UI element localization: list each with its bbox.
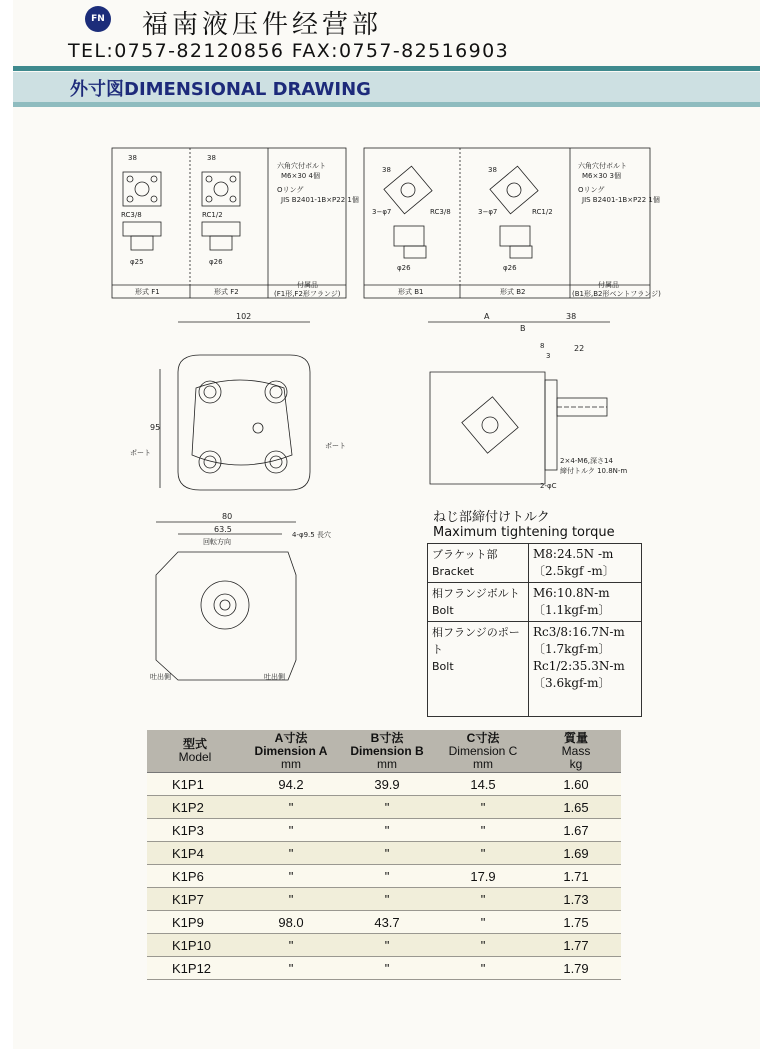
col-jp: 型式	[182, 737, 207, 751]
col-mass	[531, 730, 621, 773]
dim-c: 2-φC	[540, 482, 557, 490]
cell-model: K1P3	[147, 819, 243, 842]
torque-value: M8:24.5N -m	[533, 547, 614, 561]
torque-label-en: Bracket	[432, 565, 474, 578]
dim-63-5: 63.5	[214, 525, 232, 534]
torque-label-jp: 相フランジボルト	[432, 587, 520, 600]
torque-table	[427, 543, 642, 717]
outlet-left: 吐出側	[150, 673, 171, 681]
cell-dim-c: 17.9	[435, 865, 531, 888]
dim-3phi7-b2: 3−φ7	[478, 208, 498, 216]
contact-line: TEL:0757-82120856 FAX:0757-82516903	[68, 40, 510, 62]
dim-phi26: φ26	[209, 258, 223, 266]
bolt-note-f: 六角穴付ボルト	[277, 162, 326, 170]
col-dim-b	[339, 730, 435, 773]
acc-b-sub: (B1形,B2形ベントフランジ)	[572, 290, 661, 298]
dim-38-f1: 38	[128, 154, 137, 162]
torque-value: Rc3/8:16.7N-m	[533, 625, 625, 639]
dim-phi26-b1: φ26	[397, 264, 411, 272]
note-torque: 締付トルク 10.8N-m	[560, 467, 628, 475]
torque-caption-en: Maximum tightening torque	[433, 525, 615, 540]
oring-note-f: Oリング	[277, 186, 304, 194]
dim-b: B	[520, 324, 526, 333]
torque-value-2: Rc1/2:35.3N-m	[533, 659, 625, 673]
pump-side-view	[428, 312, 627, 490]
cell-dim-b: "	[339, 819, 435, 842]
cell-dim-c: "	[435, 934, 531, 957]
label-rc12-b2: RC1/2	[532, 208, 553, 216]
torque-row-bracket	[428, 544, 642, 583]
dim-38-b1: 38	[382, 166, 391, 174]
pump-rear-view	[150, 512, 331, 681]
torque-label-en: Bolt	[432, 660, 454, 673]
cell-mass: 1.71	[531, 865, 621, 888]
torque-caption	[433, 510, 615, 540]
label-rc12-f2: RC1/2	[202, 211, 223, 219]
cell-dim-c: "	[435, 911, 531, 934]
label-b1: 形式 B1	[398, 288, 424, 296]
col-jp: C寸法	[466, 730, 500, 745]
table-row	[147, 819, 621, 842]
torque-caption-jp: ねじ部締付けトルク	[433, 510, 550, 525]
col-unit: mm	[473, 756, 493, 771]
label-f2: 形式 F2	[214, 288, 239, 296]
col-dim-c	[435, 730, 531, 773]
cell-dim-b: 39.9	[339, 773, 435, 796]
cell-mass: 1.75	[531, 911, 621, 934]
cell-mass: 1.73	[531, 888, 621, 911]
col-unit: mm	[281, 756, 301, 771]
rotation-label: 回転方向	[203, 538, 231, 546]
cell-model: K1P9	[147, 911, 243, 934]
table-row	[147, 842, 621, 865]
label-b2: 形式 B2	[500, 288, 526, 296]
table-row	[147, 796, 621, 819]
cell-mass: 1.79	[531, 957, 621, 980]
torque-value-2-kgf: 〔3.6kgf-m〕	[533, 676, 611, 690]
cell-dim-a: "	[243, 934, 339, 957]
cell-dim-a: "	[243, 865, 339, 888]
torque-value-kgf: 〔1.7kgf-m〕	[533, 642, 611, 656]
torque-label-en: Bolt	[432, 604, 454, 617]
table-row	[147, 934, 621, 957]
label-rc38-b1: RC3/8	[430, 208, 451, 216]
cell-dim-c: 14.5	[435, 773, 531, 796]
cell-mass: 1.65	[531, 796, 621, 819]
cell-model: K1P7	[147, 888, 243, 911]
col-jp: A寸法	[274, 730, 308, 745]
note-m6: 2×4-M6,深さ14	[560, 457, 613, 465]
cell-model: K1P1	[147, 773, 243, 796]
cell-dim-a: "	[243, 819, 339, 842]
cell-model: K1P12	[147, 957, 243, 980]
torque-label-jp: ブラケット部	[432, 548, 498, 561]
col-dim-a	[243, 730, 339, 773]
cell-dim-b: "	[339, 865, 435, 888]
table-row	[147, 911, 621, 934]
acc-b-title: 付属品	[598, 281, 619, 289]
dim-80: 80	[222, 512, 233, 521]
hole-note: 4-φ9.5 長穴	[292, 531, 331, 539]
dim-22: 22	[574, 344, 585, 353]
cell-dim-b: "	[339, 957, 435, 980]
port-left-label: ポート	[130, 449, 151, 457]
dim-102: 102	[236, 312, 252, 321]
flange-f-drawing	[112, 148, 359, 298]
label-rc38-f1: RC3/8	[121, 211, 142, 219]
dim-38-b2: 38	[488, 166, 497, 174]
outlet-right: 吐出側	[264, 673, 285, 681]
table-row	[147, 888, 621, 911]
table-row	[147, 865, 621, 888]
torque-row-port	[428, 622, 642, 717]
cell-mass: 1.67	[531, 819, 621, 842]
cell-dim-a: "	[243, 888, 339, 911]
dim-8: 8	[540, 342, 545, 350]
torque-value-kgf: 〔2.5kgf -m〕	[533, 564, 615, 578]
acc-f-title: 付属品	[297, 281, 318, 289]
cell-dim-b: "	[339, 934, 435, 957]
cell-model: K1P4	[147, 842, 243, 865]
col-en: Dimension A	[254, 743, 328, 758]
oring-note-b: Oリング	[578, 186, 605, 194]
cell-mass: 1.60	[531, 773, 621, 796]
dim-3: 3	[546, 352, 551, 360]
port-right-label: ポート	[325, 442, 346, 450]
col-en: Mass	[561, 743, 591, 758]
cell-dim-c: "	[435, 819, 531, 842]
bolt-note-b: 六角穴付ボルト	[578, 162, 627, 170]
cell-dim-b: "	[339, 796, 435, 819]
dim-phi26-b2: φ26	[503, 264, 517, 272]
col-unit: mm	[377, 756, 397, 771]
cell-model: K1P2	[147, 796, 243, 819]
cell-dim-b: "	[339, 888, 435, 911]
col-en: Model	[178, 750, 212, 764]
dim-phi25: φ25	[130, 258, 144, 266]
col-model	[147, 730, 243, 773]
cell-dim-a: "	[243, 842, 339, 865]
cell-mass: 1.69	[531, 842, 621, 865]
cell-dim-a: "	[243, 796, 339, 819]
cell-model: K1P10	[147, 934, 243, 957]
oring-spec-f: JIS B2401-1B×P22 1個	[281, 196, 359, 204]
torque-label-jp: 相フランジのポート	[432, 626, 520, 656]
bolt-spec-f: M6×30 4個	[281, 172, 320, 180]
bolt-spec-b: M6×30 3個	[582, 172, 621, 180]
cell-dim-c: "	[435, 842, 531, 865]
pump-front-view	[130, 312, 346, 490]
table-row	[147, 773, 621, 796]
col-en: Dimension B	[350, 743, 424, 758]
col-unit: kg	[569, 756, 583, 771]
cell-model: K1P6	[147, 865, 243, 888]
torque-value-kgf: 〔1.1kgf-m〕	[533, 603, 611, 617]
cell-dim-a: 98.0	[243, 911, 339, 934]
cell-dim-b: 43.7	[339, 911, 435, 934]
col-jp: B寸法	[370, 730, 404, 745]
torque-row-bolt	[428, 583, 642, 622]
flange-b-drawing	[364, 148, 661, 298]
cell-dim-c: "	[435, 957, 531, 980]
table-row	[147, 957, 621, 980]
dim-3phi7-b1: 3−φ7	[372, 208, 392, 216]
col-jp: 質量	[563, 730, 588, 745]
col-en: Dimension C	[448, 743, 518, 758]
dim-38-f2: 38	[207, 154, 216, 162]
spec-table-header	[147, 730, 621, 773]
cell-dim-a: "	[243, 957, 339, 980]
oring-spec-b: JIS B2401-1B×P22 1個	[582, 196, 660, 204]
dim-38-side: 38	[566, 312, 577, 321]
section-title: 外寸図DIMENSIONAL DRAWING	[70, 79, 371, 100]
cell-dim-a: 94.2	[243, 773, 339, 796]
cell-dim-c: "	[435, 888, 531, 911]
dim-95: 95	[150, 423, 161, 432]
label-f1: 形式 F1	[135, 288, 160, 296]
acc-f-sub: (F1形,F2形フランジ)	[274, 290, 341, 298]
cell-mass: 1.77	[531, 934, 621, 957]
company-name: 福南液压件经营部	[142, 10, 383, 40]
dim-a: A	[484, 312, 490, 321]
cell-dim-b: "	[339, 842, 435, 865]
spec-table	[147, 730, 621, 980]
cell-dim-c: "	[435, 796, 531, 819]
logo-text: FN	[91, 14, 105, 24]
torque-value: M6:10.8N-m	[533, 586, 610, 600]
